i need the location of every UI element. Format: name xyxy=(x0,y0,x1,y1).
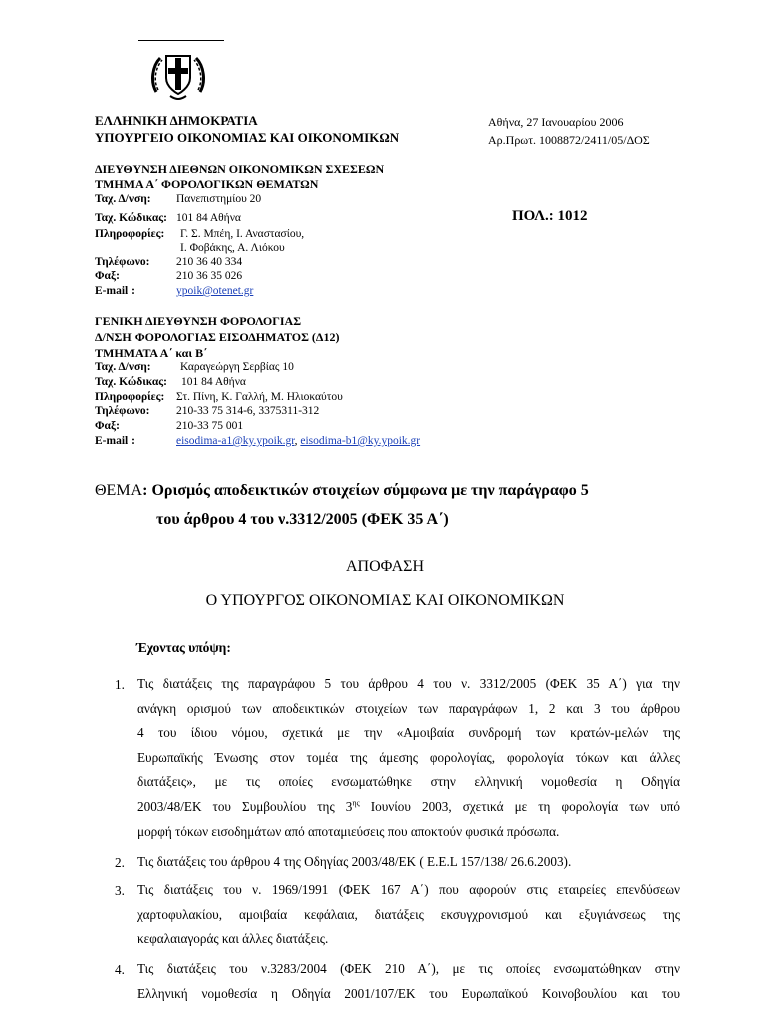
subject-text-1: : Ορισμός αποδεικτικών στοιχείων σύμφωνα με την παράγραφο 5 xyxy=(142,482,589,499)
item-number: 1. xyxy=(115,677,125,692)
dept1-zip: 101 84 Αθήνα xyxy=(176,212,241,224)
minister-title: Ο ΥΠΟΥΡΓΟΣ ΟΙΚΟΝΟΜΙΑΣ ΚΑΙ ΟΙΚΟΝΟΜΙΚΩΝ xyxy=(205,592,565,609)
list-item xyxy=(137,850,680,875)
dept2-general-direction: ΓΕΝΙΚΗ ΔΙΕΥΘΥΝΣΗ ΦΟΡΟΛΟΓΙΑΣ xyxy=(95,314,302,328)
list-item xyxy=(137,672,680,844)
item-1-line6-a: 2003/48/ΕΚ του Συμβουλίου της 3 xyxy=(137,798,353,814)
dept1-address-label: Ταχ. Δ/νση: xyxy=(95,193,151,205)
item-3-line: χαρτοφυλακίου, αμοιβαία κεφάλαια, διατάξεις εκσυγχρονισμού και εξυγιάνσεως της xyxy=(137,906,680,922)
dept2-email-label: E-mail : xyxy=(95,435,135,447)
item-1-line: Ευρωπαϊκής Ένωσης στον τομέα της άμεσης φορολογίας, φορολογία τόκων και άλλες xyxy=(137,749,680,765)
dept2-zip: 101 84 Αθήνα xyxy=(181,376,246,388)
pol-number: ΠΟΛ.: 1012 xyxy=(512,208,588,224)
item-4-line: Ελληνική νομοθεσία η Οδηγία 2001/107/ΕΚ του Ευρωπαϊκού Κοινοβουλίου και του xyxy=(137,985,680,1001)
dept2-info-label: Πληροφορίες: xyxy=(95,391,165,403)
list-item xyxy=(137,878,680,952)
dept1-phone-label: Τηλέφωνο: xyxy=(95,256,150,268)
dept2-email-link-a1[interactable]: eisodima-a1@ky.ypoik.gr xyxy=(176,435,295,447)
item-1-line: 4 του ίδιου νόμου, σχετικά με την «Αμοιβαία συνδρομή των κρατών-μελών της xyxy=(137,725,680,741)
considering-heading: Έχοντας υπόψη: xyxy=(136,640,231,655)
dept2-address: Καραγεώργη Σερβίας 10 xyxy=(180,361,294,373)
dept1-section: ΤΜΗΜΑ Α΄ ΦΟΡΟΛΟΓΙΚΩΝ ΘΕΜΑΤΩΝ xyxy=(95,177,319,191)
item-3-line: κεφαλαιαγοράς και άλλες διατάξεις. xyxy=(137,931,329,947)
dept2-sections: ΤΜΗΜΑΤΑ Α΄ και Β΄ xyxy=(95,346,208,360)
item-1-line: μορφή τόκων εισοδημάτων από αποταμιεύσεις που αποκτούν φυσικά πρόσωπα. xyxy=(137,823,560,839)
dept1-info-label: Πληροφορίες: xyxy=(95,228,165,240)
dept1-email-label: E-mail : xyxy=(95,285,135,297)
dept2-info: Στ. Πίνη, Κ. Γαλλή, Μ. Ηλιοκαύτου xyxy=(176,391,343,403)
item-1-line xyxy=(137,795,680,820)
greek-coat-of-arms-icon xyxy=(150,48,206,102)
dept1-zip-label: Ταχ. Κώδικας: xyxy=(95,212,167,224)
item-1-line6-sup: ης xyxy=(352,798,360,808)
dept1-info-line1: Γ. Σ. Μπέη, Ι. Αναστασίου, xyxy=(180,228,305,240)
protocol-number: Αρ.Πρωτ. 1008872/2411/05/ΔΟΣ xyxy=(488,133,650,147)
dept2-email-link-b1[interactable]: eisodima-b1@ky.ypoik.gr xyxy=(300,435,421,447)
dept2-direction: Δ/ΝΣΗ ΦΟΡΟΛΟΓΙΑΣ ΕΙΣΟΔΗΜΑΤΟΣ (Δ12) xyxy=(95,330,340,344)
header-rule xyxy=(138,40,224,41)
item-1-line6-b: Ιουνίου 2003, σχετικά με τη φορολογία των υπό xyxy=(359,798,680,814)
item-number: 3. xyxy=(115,883,125,898)
item-3-line: Τις διατάξεις του ν. 1969/1991 (ΦΕΚ 167 Α΄) που αφορούν στις εταιρείες επενδύσεων xyxy=(137,882,680,897)
dept1-phone: 210 36 40 334 xyxy=(176,256,243,268)
dept1-address: Πανεπιστημίου 20 xyxy=(176,193,262,205)
item-1-line: ανάγκη ορισμού των αποδεικτικών στοιχείων των παραγράφων 1, 2 και 3 του άρθρου xyxy=(137,700,680,716)
dept2-fax-label: Φαξ: xyxy=(95,420,120,432)
dept2-phone: 210-33 75 314-6, 3375311-312 xyxy=(176,405,320,417)
dept2-address-label: Ταχ. Δ/νση: xyxy=(95,361,151,373)
dept1-direction: ΔΙΕΥΘΥΝΣΗ ΔΙΕΘΝΩΝ ΟΙΚΟΝΟΜΙΚΩΝ ΣΧΕΣΕΩΝ xyxy=(95,162,385,176)
dept2-email-group xyxy=(176,435,420,447)
dept2-fax: 210-33 75 001 xyxy=(176,420,244,432)
dept1-fax: 210 36 35 026 xyxy=(176,270,243,282)
item-4-line: Τις διατάξεις του ν.3283/2004 (ΦΕΚ 210 Α΄), με τις οποίες ενσωματώθηκαν στην xyxy=(137,961,680,976)
republic-heading: ΕΛΛΗΝΙΚΗ ΔΗΜΟΚΡΑΤΙΑ xyxy=(95,113,258,128)
dept2-zip-label: Ταχ. Κώδικας: xyxy=(95,376,167,388)
list-item xyxy=(137,957,680,1006)
item-number: 4. xyxy=(115,962,125,977)
subject-label: ΘΕΜΑ xyxy=(95,482,143,499)
dept1-email-link[interactable]: ypoik@otenet.gr xyxy=(176,285,254,297)
item-2-line: Τις διατάξεις του άρθρου 4 της Οδηγίας 2003/48/ΕΚ ( Ε.Ε.L 157/138/ 26.6.2003). xyxy=(137,854,572,869)
item-1-line: διατάξεις», με τις οποίες ενσωματώθηκε στην ελληνική νομοθεσία η Οδηγία xyxy=(137,774,680,790)
dept2-email-separator: , xyxy=(294,435,301,447)
ministry-heading: ΥΠΟΥΡΓΕΙΟ ΟΙΚΟΝΟΜΙΑΣ ΚΑΙ ΟΙΚΟΝΟΜΙΚΩΝ xyxy=(95,130,400,145)
dept1-info-line2: Ι. Φοβάκης, Α. Λιόκου xyxy=(180,242,285,254)
decision-title: ΑΠΟΦΑΣΗ xyxy=(345,558,424,575)
subject-line-2: του άρθρου 4 του ν.3312/2005 (ΦΕΚ 35 Α΄) xyxy=(156,511,449,528)
dept1-fax-label: Φαξ: xyxy=(95,270,120,282)
document-date: Αθήνα, 27 Ιανουαρίου 2006 xyxy=(488,115,624,129)
item-number: 2. xyxy=(115,855,125,870)
item-1-line: Τις διατάξεις της παραγράφου 5 του άρθρου 4 του ν. 3312/2005 (ΦΕΚ 35 Α΄) για την xyxy=(137,676,680,691)
dept2-phone-label: Τηλέφωνο: xyxy=(95,405,150,417)
subject-line-1 xyxy=(95,482,589,500)
